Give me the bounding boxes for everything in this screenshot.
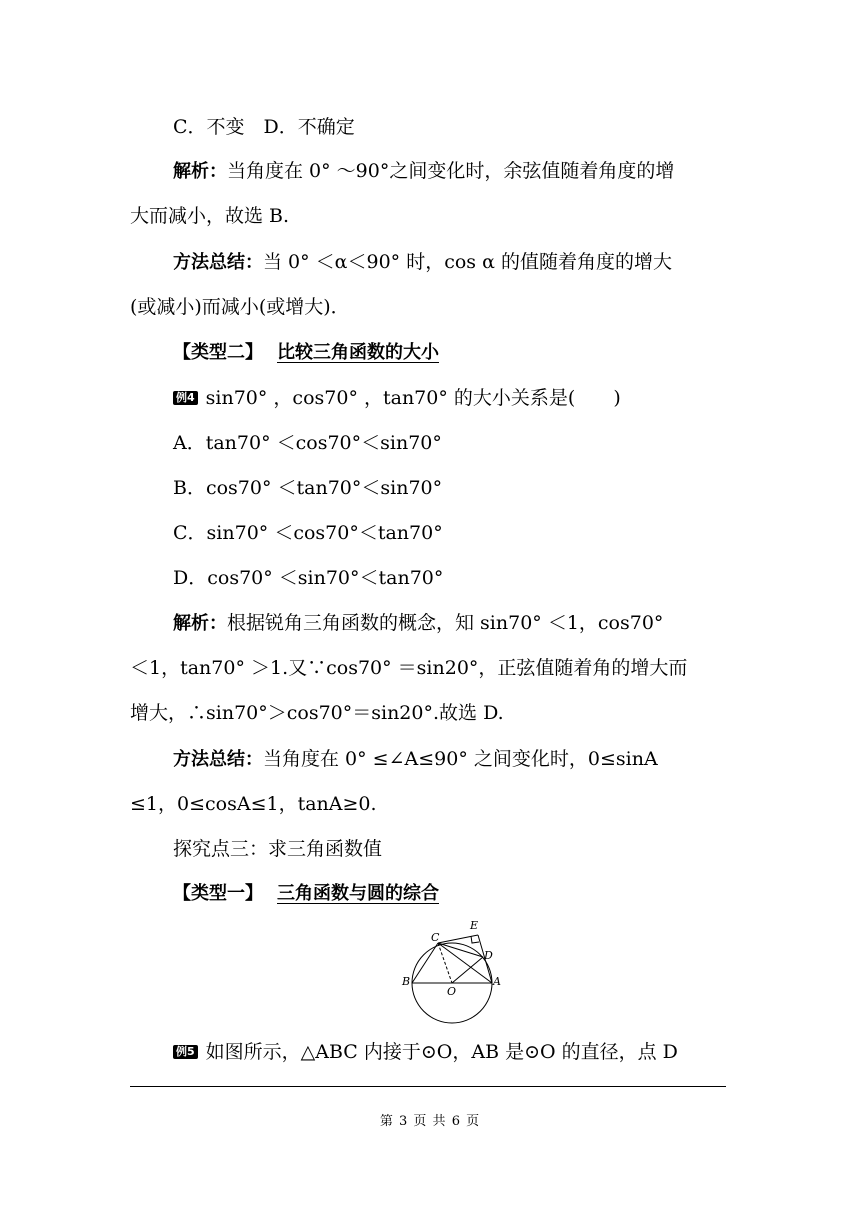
option-c-d-line: C．不变 D．不确定: [173, 116, 355, 138]
type-two-heading: [173, 339, 773, 367]
segment-co: [438, 943, 452, 983]
method-summary-4-label: 方法总结：: [173, 749, 263, 770]
analysis-text: 当角度在 0° ～90°之间变化时，余弦值随着角度的增: [227, 160, 675, 182]
method-summary-4-line-2: ≤1，0≤cosA≤1，tanA≥0.: [130, 793, 377, 815]
analysis-4-line-2: ＜1，tan70° ＞1.又∵cos70° ＝sin20°，正弦值随着角的增大而: [130, 657, 688, 679]
example-5-text: 如图所示，△ABC 内接于⊙O，AB 是⊙O 的直径，点 D: [205, 1041, 678, 1063]
option-c: C．sin70° ＜cos70°＜tan70°: [173, 522, 443, 544]
example-5-badge: 例5: [173, 1045, 198, 1059]
analysis-4-line-3: 增大，∴sin70°＞cos70°＝sin20°.故选 D.: [130, 702, 504, 724]
segment-od: [452, 957, 483, 983]
type-one-title: 三角函数与圆的综合: [277, 883, 439, 904]
method-summary-text: 当 0° ＜α＜90° 时，cos α 的值随着角度的增大: [263, 251, 672, 273]
analysis-4-line-1: [173, 609, 773, 638]
method-summary-4-line-1: [173, 745, 773, 774]
method-summary-line-1: [173, 248, 773, 277]
method-summary-line-2: (或减小)而减小(或增大)．: [130, 296, 350, 318]
analysis-4-text: 根据锐角三角函数的概念，知 sin70° ＜1，cos70°: [227, 612, 664, 634]
page-footer: 第 3 页 共 6 页: [379, 1114, 481, 1129]
section-3-heading: 探究点三：求三角函数值: [173, 838, 383, 860]
segment-cd: [438, 943, 483, 957]
label-b: B: [402, 975, 411, 988]
example-4-question: [173, 384, 773, 412]
example-4-badge: 例4: [173, 391, 198, 405]
analysis-line-2: 大而减小，故选 B.: [130, 205, 290, 227]
label-o: O: [447, 985, 457, 998]
option-a: A．tan70° ＜cos70°＜sin70°: [173, 432, 442, 454]
type-two-title: 比较三角函数的大小: [277, 342, 439, 363]
analysis-4-label: 解析：: [173, 613, 227, 634]
footer-divider: [130, 1086, 726, 1087]
analysis-line-1: [173, 157, 773, 186]
type-two-bracket: 【类型二】: [173, 342, 263, 363]
type-one-bracket: 【类型一】: [173, 883, 263, 904]
segment-bc: [412, 943, 438, 983]
label-e: E: [470, 919, 479, 932]
circle-geometry-figure: [400, 915, 510, 1025]
label-a: A: [493, 975, 501, 988]
analysis-label: 解析：: [173, 161, 227, 182]
type-one-heading: [173, 880, 773, 908]
option-b: B．cos70° ＜tan70°＜sin70°: [173, 477, 443, 499]
method-summary-label: 方法总结：: [173, 252, 263, 273]
option-d: D．cos70° ＜sin70°＜tan70°: [173, 567, 444, 589]
example-4-text: sin70° ，cos70° ，tan70° 的大小关系是( ): [205, 387, 621, 409]
example-5-question: [173, 1038, 773, 1066]
right-angle-mark: [471, 936, 479, 943]
method-summary-4-text: 当角度在 0° ≤∠A≤90° 之间变化时，0≤sinA: [263, 748, 658, 770]
label-c: C: [431, 931, 440, 944]
label-d: D: [484, 949, 493, 962]
